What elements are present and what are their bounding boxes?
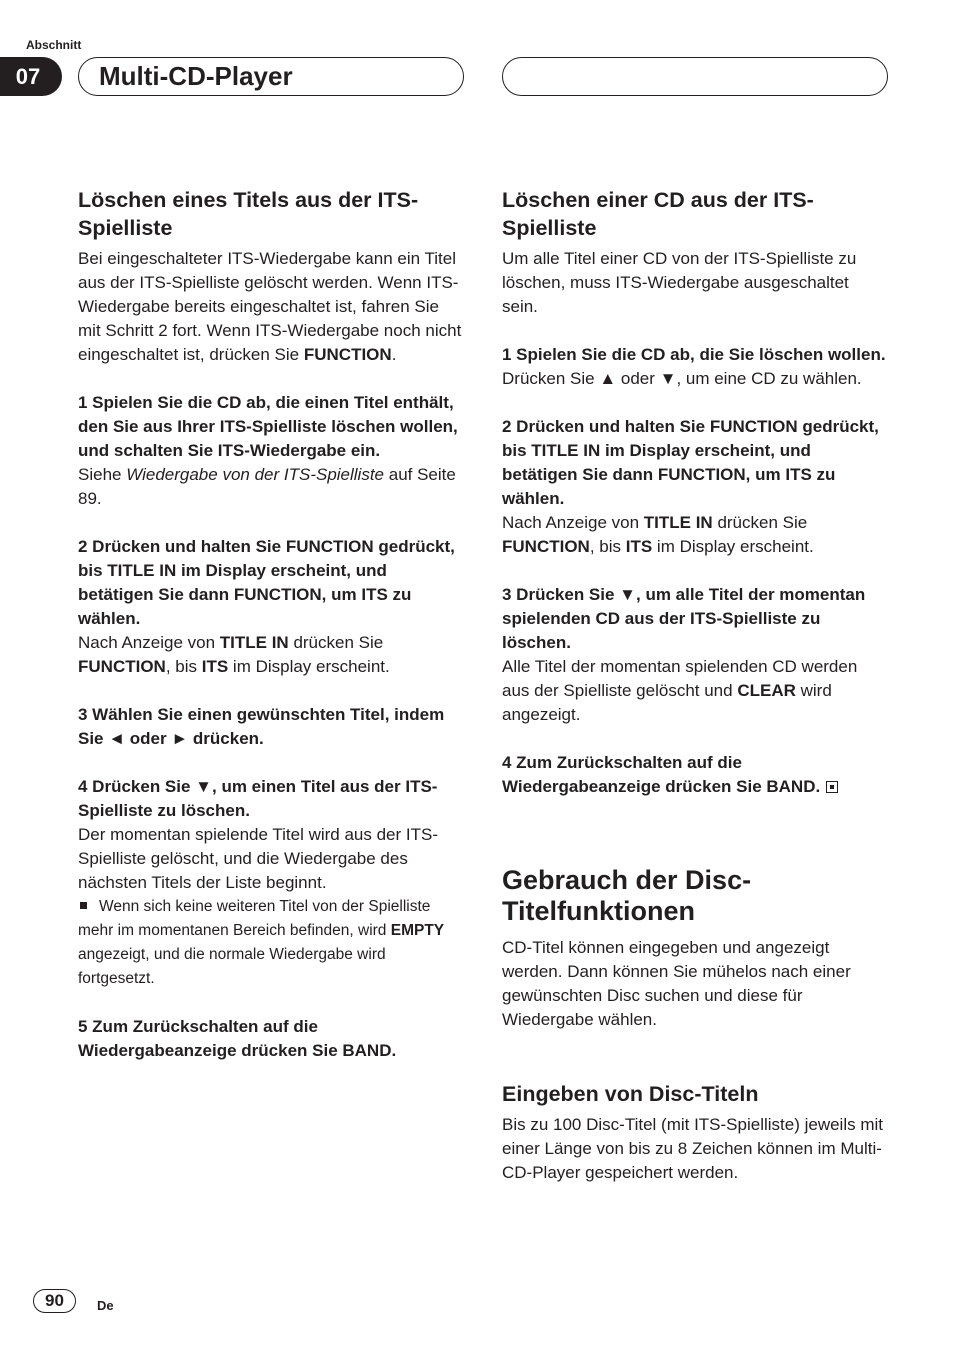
right-column [502,186,888,1185]
section-title-disc-titles: Gebrauch der Disc-Titelfunktionen [502,865,752,926]
step-1-note: Siehe Wiedergabe von der ITS-Spielliste auf Seite 89. [78,465,456,508]
right-step-3-note: Alle Titel der momentan spielenden CD werden aus der Spielliste gelöscht und CLEAR wird angezeigt. [502,657,858,724]
section-heading-delete-cd: Löschen einer CD aus der ITS-Spielliste [502,188,814,240]
disc-titles-intro: CD-Titel können eingegeben und angezeigt werden. Dann können Sie mühelos nach einer gewünschten Disc suchen und diese für Wiedergabe wählen. [502,938,851,1029]
language-code: De [97,1298,114,1313]
bullet-note: Wenn sich keine weiteren Titel von der Spielliste mehr im momentanen Bereich befinden, wird EMPTY angezeigt, und die normale Wiedergabe wird fortgesetzt. [78,898,445,987]
left-column [78,186,464,1063]
step-4: 4 Drücken Sie ▼, um einen Titel aus der ITS-Spielliste zu löschen. [78,777,438,820]
step-4-note: Der momentan spielende Titel wird aus der ITS-Spielliste gelöscht, und die Wiedergabe des nächsten Titels der Liste beginnt. [78,825,438,892]
sub-heading-enter-disc-titles: Eingeben von Disc-Titeln [502,1082,759,1106]
step-1: 1 Spielen Sie die CD ab, die einen Titel enthält, den Sie aus Ihrer ITS-Spielliste löschen wollen, und schalten Sie ITS-Wiedergabe ein. [78,393,458,460]
step-2: 2 Drücken und halten Sie FUNCTION gedrückt, bis TITLE IN im Display erscheint, und betätigen Sie dann FUNCTION, um ITS zu wählen. [78,537,455,628]
page-number: 90 [33,1289,76,1313]
right-step-2: 2 Drücken und halten Sie FUNCTION gedrückt, bis TITLE IN im Display erscheint, und betätigen Sie dann FUNCTION, um ITS zu wählen. [502,417,879,508]
chapter-title-text: Multi-CD-Player [99,61,293,91]
step-5: 5 Zum Zurückschalten auf die Wiedergabeanzeige drücken Sie BAND. [78,1017,397,1060]
right-step-1-note: Drücken Sie ▲ oder ▼, um eine CD zu wählen. [502,369,862,388]
right-step-1: 1 Spielen Sie die CD ab, die Sie löschen wollen. [502,345,886,364]
intro-paragraph: Bei eingeschalteter ITS-Wiedergabe kann ein Titel aus der ITS-Spielliste gelöscht werden. Wenn ITS-Wiedergabe bereits eingeschaltet ist, fahren Sie mit Schritt 2 fort. Wenn ITS-Wiedergabe noch nicht eingeschaltet ist, drücken Sie FUNCTION. [78,249,462,364]
section-heading-delete-title: Löschen eines Titels aus der ITS-Spielliste [78,188,419,240]
chapter-title [78,57,464,96]
right-intro: Um alle Titel einer CD von der ITS-Spielliste zu löschen, muss ITS-Wiedergabe ausgeschaltet sein. [502,249,857,316]
right-step-3: 3 Drücken Sie ▼, um alle Titel der momentan spielenden CD aus der ITS-Spielliste zu löschen. [502,585,866,652]
step-2-note: Nach Anzeige von TITLE IN drücken Sie FUNCTION, bis ITS im Display erscheint. [78,633,390,676]
right-step-4: 4 Zum Zurückschalten auf die Wiedergabeanzeige drücken Sie BAND. [502,751,888,799]
right-step-2-note: Nach Anzeige von TITLE IN drücken Sie FUNCTION, bis ITS im Display erscheint. [502,513,814,556]
step-3: 3 Wählen Sie einen gewünschten Titel, indem Sie ◄ oder ► drücken. [78,705,445,748]
bullet-square-icon [80,902,87,909]
enter-disc-titles-text: Bis zu 100 Disc-Titel (mit ITS-Spielliste) jeweils mit einer Länge von bis zu 8 Zeichen können im Multi-CD-Player gespeichert werden. [502,1115,883,1182]
end-mark-icon [826,781,838,793]
chapter-banner-empty [502,57,888,96]
section-label: Abschnitt [26,38,82,52]
chapter-number: 07 [0,57,62,96]
